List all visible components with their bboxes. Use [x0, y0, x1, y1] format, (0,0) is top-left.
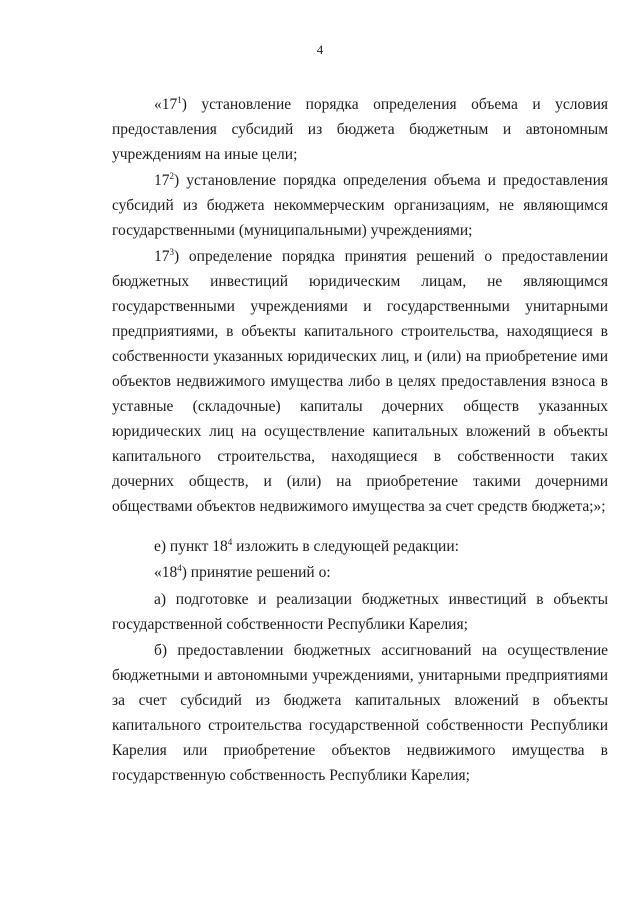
paragraph-prefix: «18 [154, 564, 178, 581]
paragraph-17-3 [112, 244, 608, 519]
superscript-index: 4 [227, 537, 233, 547]
paragraph-17-1 [112, 92, 608, 167]
paragraph-text: изложить в следующей редакции: [232, 538, 459, 555]
paragraph-text: б) предоставлении бюджетных ассигнований на осуществление бюджетными и автономными учреждениями, унитарными предприятиями за счет субсидий из бюджета капитальных вложений в объекты капитального строительства государственной собственности Республики Карелия или приобретение объектов недвижимого имущества в государственную собственность Республики Карелия; [112, 642, 608, 784]
paragraph-b [112, 638, 608, 788]
paragraph-prefix: 17 [154, 248, 170, 265]
paragraph-prefix: 17 [154, 172, 170, 189]
superscript-index: 3 [169, 247, 174, 257]
paragraph-text: ) установление порядка определения объема и условия предоставления субсидий из бюджета бюджетным и автономным учреждениям на иные цели; [112, 96, 608, 163]
paragraph-text: ) определение порядка принятия решений о предоставлении бюджетных инвестиций юридическим лицам, не являющимся государственными учреждениями и государственными унитарными предприятиями, в объекты капитального строительства, находящиеся в собственности указанных юридических лиц, и (или) на приобретение ими объектов недвижимого имущества либо в целях предоставления взноса в уставные (складочные) капиталы дочерних обществ указанных юридических лиц на осуществление капитальных вложений в объекты капитального строительства, находящиеся в собственности таких дочерних обществ, и (или) на приобретение такими дочерними обществами объектов недвижимого имущества за счет средств бюджета;»; [112, 248, 608, 515]
paragraph-18-4 [112, 560, 608, 585]
paragraph-prefix: «17 [154, 96, 178, 113]
paragraph-text: ) принятие решений о: [181, 564, 331, 581]
superscript-index: 2 [169, 171, 174, 181]
superscript-index: 4 [177, 563, 182, 573]
paragraph-prefix: е) пункт 18 [154, 538, 228, 555]
superscript-index: 1 [177, 95, 182, 105]
paragraph-17-2 [112, 168, 608, 243]
paragraph-text: а) подготовке и реализации бюджетных инвестиций в объекты государственной собственности Республики Карелия; [112, 591, 608, 633]
paragraph-e [112, 534, 608, 559]
paragraph-text: ) установление порядка определения объема и предоставления субсидий из бюджета некоммерческим организациям, не являющимся государственными (муниципальными) учреждениями; [112, 172, 608, 239]
page-number: 4 [316, 42, 324, 57]
paragraph-a [112, 587, 608, 637]
